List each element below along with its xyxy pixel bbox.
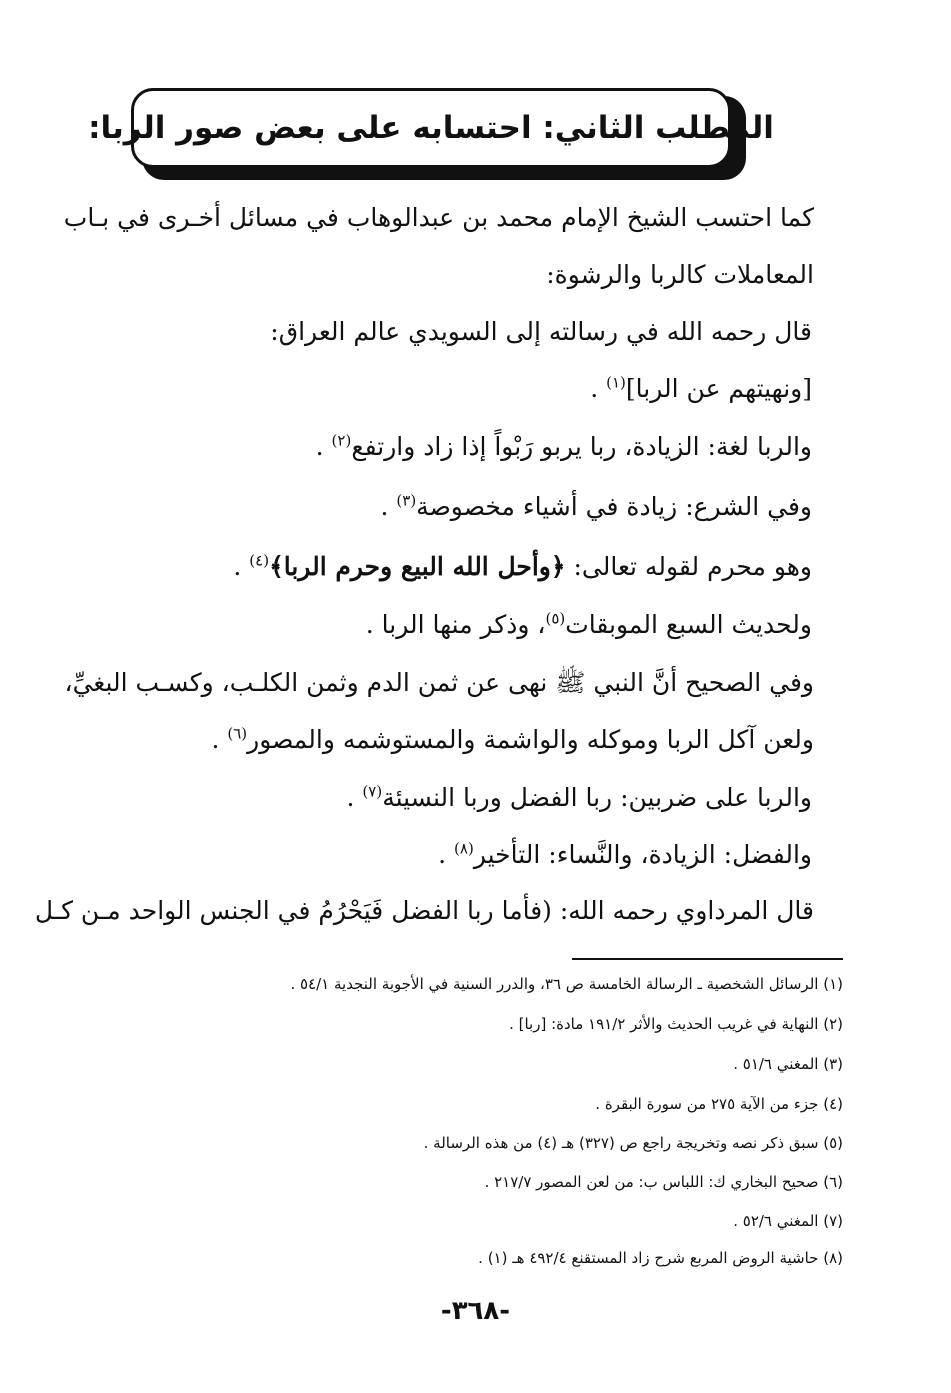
paragraph-line: [64, 668, 814, 697]
line-text: قال المرداوي رحمه الله: (فأما ربا الفضل فَيَحْرُمُ في الجنس الواحد مـن كـل: [34, 896, 814, 925]
line-text: وفي الصحيح أنَّ النبي ﷺ نهى عن ثمن الدم وثمن الكلـب، وكسـب البغيِّ،: [64, 668, 814, 697]
footnote-ref: (٨): [454, 839, 474, 858]
line-tail: .: [315, 432, 332, 461]
line-text: قال رحمه الله في رسالته إلى السويدي عالم العراق:: [270, 317, 812, 346]
line-text: وهو محرم لقوله تعالى:: [565, 552, 812, 581]
quran-verse: ﴿وأحل الله البيع وحرم الربا﴾: [269, 552, 566, 581]
line-tail: .: [346, 783, 363, 812]
main-text: [34, 0, 814, 960]
paragraph-line: [438, 839, 812, 869]
paragraph-line: [270, 319, 812, 344]
line-text: [ونهيتهم عن الربا]: [625, 374, 812, 403]
line-tail: .: [590, 374, 607, 403]
footnote-ref: (٧): [362, 782, 383, 801]
footnote-item: (٥) سبق ذكر نصه وتخريجة راجع ص (٣٢٧) هـ (٤) من هذه الرسالة .: [423, 1134, 843, 1152]
paragraph-line: [34, 896, 814, 925]
footnotes: [83, 975, 843, 1275]
line-tail: .: [211, 725, 228, 754]
footnote-item: (٢) النهاية في غريب الحديث والأثر ١٩١/٢ مادة: [ربا] .: [509, 1015, 843, 1033]
line-tail: .: [438, 840, 455, 869]
footnote-divider: [572, 958, 843, 960]
footnote-ref: (٢): [331, 431, 352, 450]
paragraph-line: [380, 491, 812, 521]
paragraph-line: [233, 551, 812, 581]
footnote-item: (٤) جزء من الآية ٢٧٥ من سورة البقرة .: [595, 1095, 843, 1113]
footnote-ref: (٤): [249, 551, 270, 570]
paragraph-line: [365, 609, 812, 639]
paragraph-line: [346, 782, 812, 812]
line-text: وفي الشرع: زيادة في أشياء مخصوصة: [416, 492, 812, 521]
line-tail: .: [233, 552, 250, 581]
footnote-ref: (٣): [396, 491, 417, 510]
footnote-ref: (١): [606, 373, 626, 392]
footnote-item: (٨) حاشية الروض المربع شرح زاد المستقنع ٤٩٢/٤ هـ (١) .: [478, 1249, 843, 1267]
page-number: -٣٦٨-: [440, 1296, 511, 1326]
line-tail: ، وذكر منها الربا .: [365, 610, 546, 639]
paragraph-line: [63, 203, 814, 232]
line-text: المعاملات كالربا والرشوة:: [546, 260, 814, 289]
section-title: المطلب الثاني: احتسابه على بعض صور الربا:: [88, 110, 774, 146]
footnote-item: (٣) المغني ٥١/٦ .: [733, 1055, 843, 1073]
footnote-item: (٧) المغني ٥٢/٦ .: [733, 1212, 843, 1230]
line-text: كما احتسب الشيخ الإمام محمد بن عبدالوهاب في مسائل أخـرى في بـاب: [63, 203, 814, 232]
paragraph-line: [546, 262, 814, 287]
line-tail: .: [380, 492, 397, 521]
line-text: والفضل: الزيادة، والنَّساء: التأخير: [473, 840, 812, 869]
line-text: ولعن آكل الربا وموكله والواشمة والمستوشمه والمصور: [247, 725, 814, 754]
paragraph-line: [315, 431, 812, 461]
line-text: ولحديث السبع الموبقات: [565, 610, 812, 639]
paragraph-line: [590, 373, 812, 403]
footnote-ref: (٥): [545, 609, 566, 628]
footnote-ref: (٦): [227, 724, 248, 743]
line-text: والربا على ضربين: ربا الفضل وربا النسيئة: [382, 783, 812, 812]
footnote-item: (١) الرسائل الشخصية ـ الرسالة الخامسة ص ٣٦، والدرر السنية في الأجوبة النجدية ٥٤/١ .: [290, 975, 843, 993]
paragraph-line: [211, 724, 814, 754]
footnote-item: (٦) صحيح البخاري ك: اللباس ب: من لعن المصور ٢١٧/٧ .: [484, 1173, 843, 1191]
line-text: والربا لغة: الزيادة، ربا يربو رَبْواً إذا زاد وارتفع: [351, 432, 812, 461]
